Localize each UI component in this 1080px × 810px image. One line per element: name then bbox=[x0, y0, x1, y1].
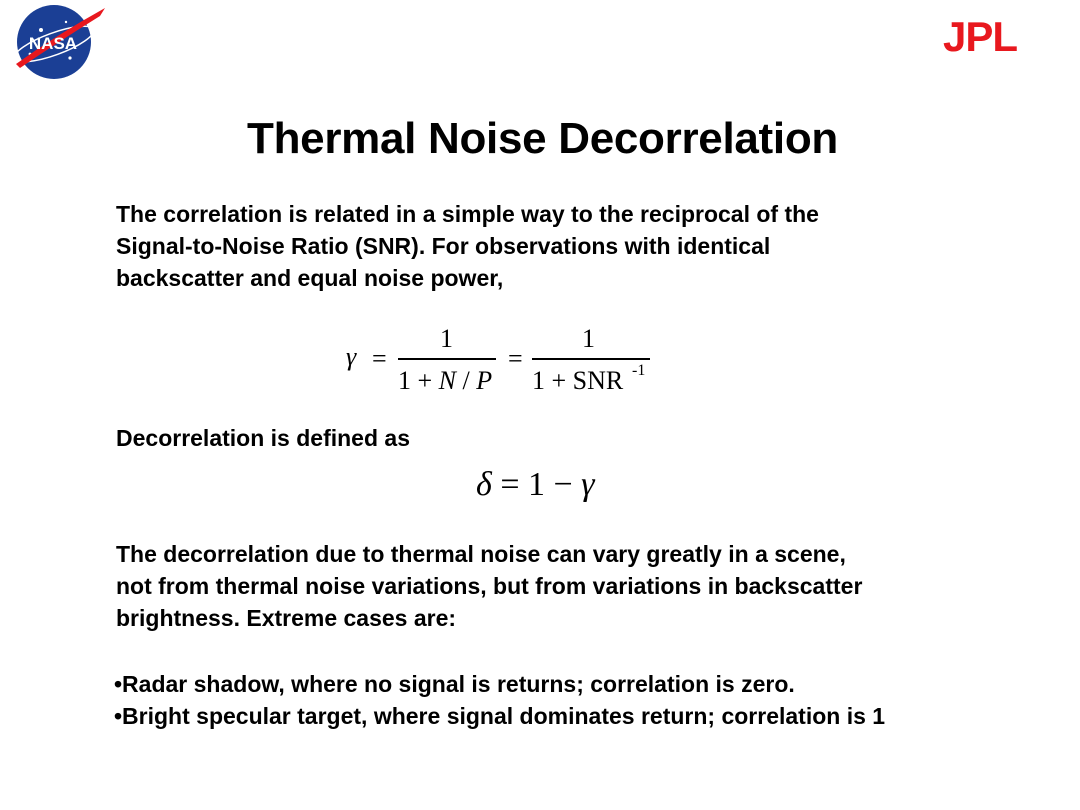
decorrelation-definition: Decorrelation is defined as bbox=[116, 425, 410, 451]
denominator-1: 1 + N / P bbox=[398, 366, 493, 395]
correlation-equation bbox=[346, 320, 666, 400]
numerator-1: 1 bbox=[440, 324, 453, 353]
equals-sign-1: = bbox=[372, 344, 387, 373]
jpl-logo bbox=[926, 18, 1034, 54]
list-item: •Radar shadow, where no signal is returns; correlation is zero. bbox=[114, 671, 795, 697]
jpl-logo-text: JPL bbox=[942, 18, 1018, 54]
discussion-paragraph bbox=[116, 538, 1036, 634]
decorrelation-equation bbox=[476, 466, 595, 504]
denominator-2: 1 + SNR bbox=[532, 366, 624, 395]
delta-symbol: δ bbox=[476, 466, 492, 503]
discussion-line-1: The decorrelation due to thermal noise can vary greatly in a scene, bbox=[116, 541, 846, 567]
gamma-symbol-2: γ bbox=[581, 466, 595, 503]
discussion-line-2: not from thermal noise variations, but from variations in backscatter bbox=[116, 573, 863, 599]
fraction-bar-1 bbox=[398, 358, 496, 360]
intro-line-1: The correlation is related in a simple way to the reciprocal of the bbox=[116, 201, 819, 227]
list-item: •Bright specular target, where signal dominates return; correlation is 1 bbox=[114, 703, 886, 729]
gamma-symbol: γ bbox=[346, 342, 357, 371]
nasa-logo bbox=[8, 2, 108, 82]
intro-paragraph bbox=[116, 198, 1036, 294]
intro-line-3: backscatter and equal noise power, bbox=[116, 265, 504, 291]
equals-sign-2: = bbox=[508, 344, 523, 373]
slide-title: Thermal Noise Decorrelation bbox=[247, 114, 838, 163]
intro-line-2: Signal-to-Noise Ratio (SNR). For observations with identical bbox=[116, 233, 771, 259]
discussion-line-3: brightness. Extreme cases are: bbox=[116, 605, 457, 631]
numerator-2: 1 bbox=[582, 324, 595, 353]
nasa-logo-text: NASA bbox=[28, 34, 78, 53]
fraction-bar-2 bbox=[532, 358, 650, 360]
equation2-rhs: = 1 − bbox=[491, 466, 582, 503]
denominator-2-exponent: -1 bbox=[632, 362, 646, 379]
extreme-cases-list bbox=[114, 668, 1054, 732]
